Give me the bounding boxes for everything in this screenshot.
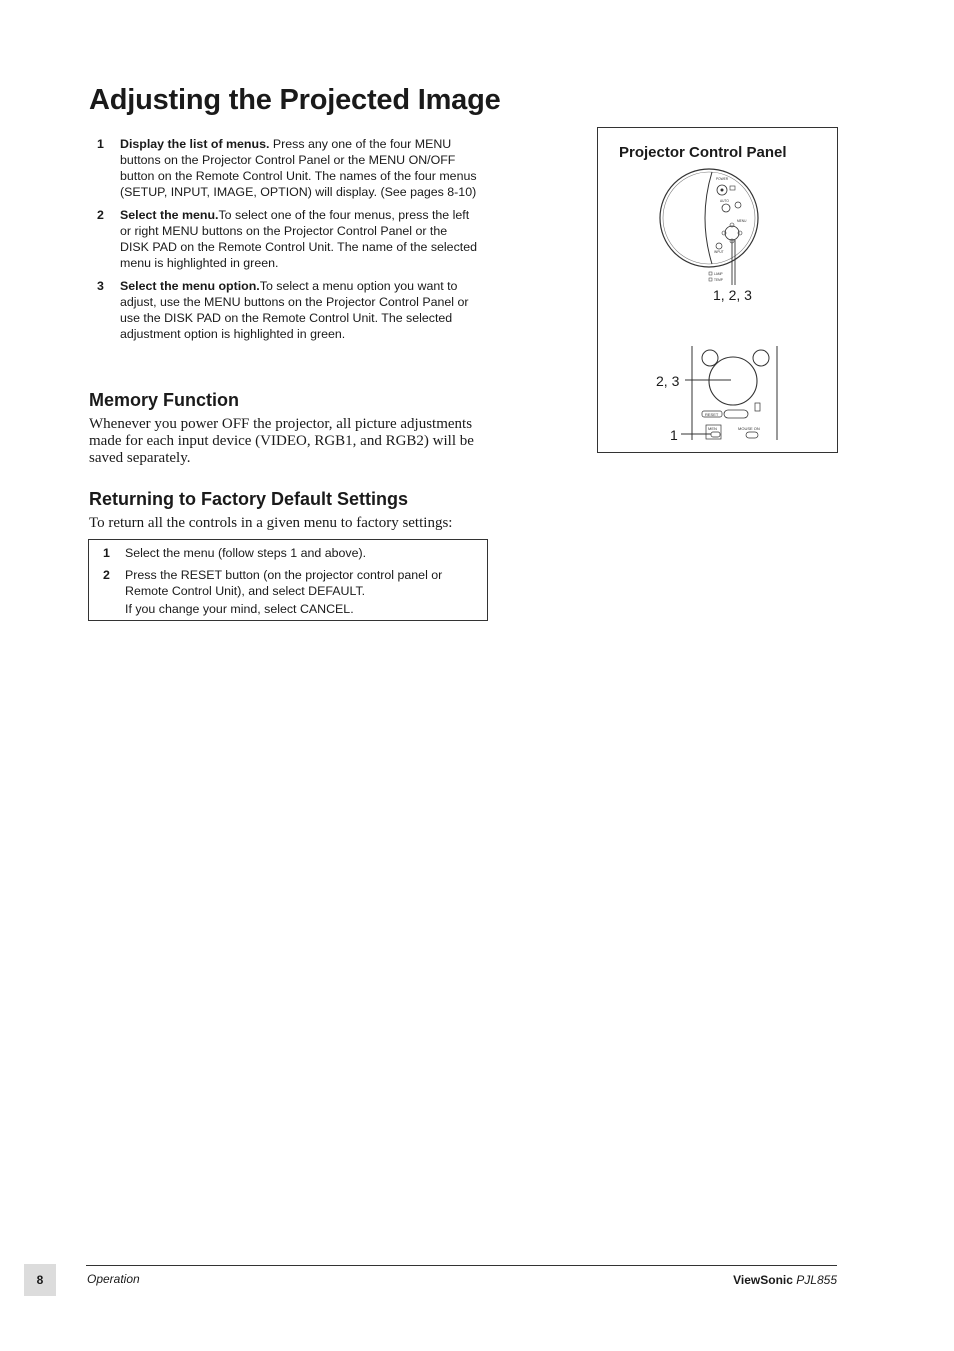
step-body [120, 278, 479, 342]
footer-section-name: Operation [87, 1272, 140, 1286]
list-item [97, 207, 479, 271]
step-text: Select the menu (follow steps 1 and above). [125, 546, 367, 560]
step-text: To select a menu option you want to adjust, use the MENU buttons on the Projector Control Panel or use the DISK PAD on the Remote Control Unit. The selected adjustment option is highlighted in green. [120, 279, 469, 341]
temp-label: TEMP [714, 278, 723, 282]
callout-label-disk: 2, 3 [656, 373, 680, 389]
auto-label: AUTO [720, 199, 729, 203]
callout-label-top: 1, 2, 3 [713, 287, 752, 303]
memory-function-heading: Memory Function [89, 390, 240, 410]
callout-label-menu: 1 [670, 427, 678, 443]
mouse-on-label: MOUSE ON [738, 426, 760, 431]
step-text: To select one of the four menus, press the left or right MENU buttons on the Projector Control Panel or the DISK PAD on the Remote Control Unit. The name of the selected menu is highlighted in green. [120, 208, 477, 270]
lamp-label: LAMP [714, 272, 723, 276]
auto-button-shape [722, 204, 730, 212]
step-lead: Select the menu. [120, 208, 219, 222]
step-number: 3 [97, 279, 104, 293]
reset-label: RESET [705, 412, 719, 417]
memory-function-text: Whenever you power OFF the projector, all picture adjustments made for each input device (VIDEO, RGB1, and RGB2) will be saved separately. [89, 416, 474, 466]
menu-on-label: MEN [708, 426, 717, 431]
footer-divider [86, 1265, 837, 1266]
step-text: Press the RESET button (on the projector control panel or Remote Control Unit), and select DEFAULT. [125, 568, 443, 598]
page-title: Adjusting the Projected Image [89, 84, 501, 116]
menu-pad-shape [725, 226, 739, 240]
step-number: 2 [97, 208, 104, 222]
menu-steps-list [97, 136, 479, 349]
list-item [103, 567, 477, 617]
figure-title: Projector Control Panel [619, 144, 787, 161]
step-text: Press any one of the four MENU buttons on the Projector Control Panel or the MENU ON/OFF button on the Remote Control Unit. The names of the four menus (SETUP, INPUT, IMAGE, OPTION) will display. (See pages 8-10) [120, 137, 477, 199]
step-number: 1 [103, 546, 110, 560]
step-number: 1 [97, 137, 104, 151]
step-number: 2 [103, 568, 110, 582]
step-note: If you change your mind, select CANCEL. [125, 602, 354, 616]
step-body [120, 136, 479, 200]
power-label: POWER [716, 177, 729, 181]
disk-pad-shape [709, 357, 757, 405]
page-number: 8 [24, 1264, 56, 1296]
footer-brand [733, 1273, 837, 1287]
projector-control-panel-figure [597, 127, 838, 453]
step-lead: Display the list of menus. [120, 137, 270, 151]
menu-on-button-shape [711, 432, 720, 437]
list-item [103, 545, 477, 561]
input-label: INPUT [714, 250, 724, 254]
reset-steps-box [88, 539, 488, 621]
step-body [125, 567, 477, 617]
step-lead: Select the menu option. [120, 279, 260, 293]
menu-label: MENU [737, 219, 747, 223]
input-button-shape [716, 243, 722, 249]
factory-default-intro: To return all the controls in a given menu to factory settings: [89, 515, 453, 531]
brand-name: ViewSonic [733, 1273, 793, 1287]
list-item [97, 136, 479, 200]
factory-default-heading: Returning to Factory Default Settings [89, 489, 409, 509]
model-name: PJL855 [796, 1273, 837, 1287]
list-item [97, 278, 479, 342]
step-body [120, 207, 479, 271]
